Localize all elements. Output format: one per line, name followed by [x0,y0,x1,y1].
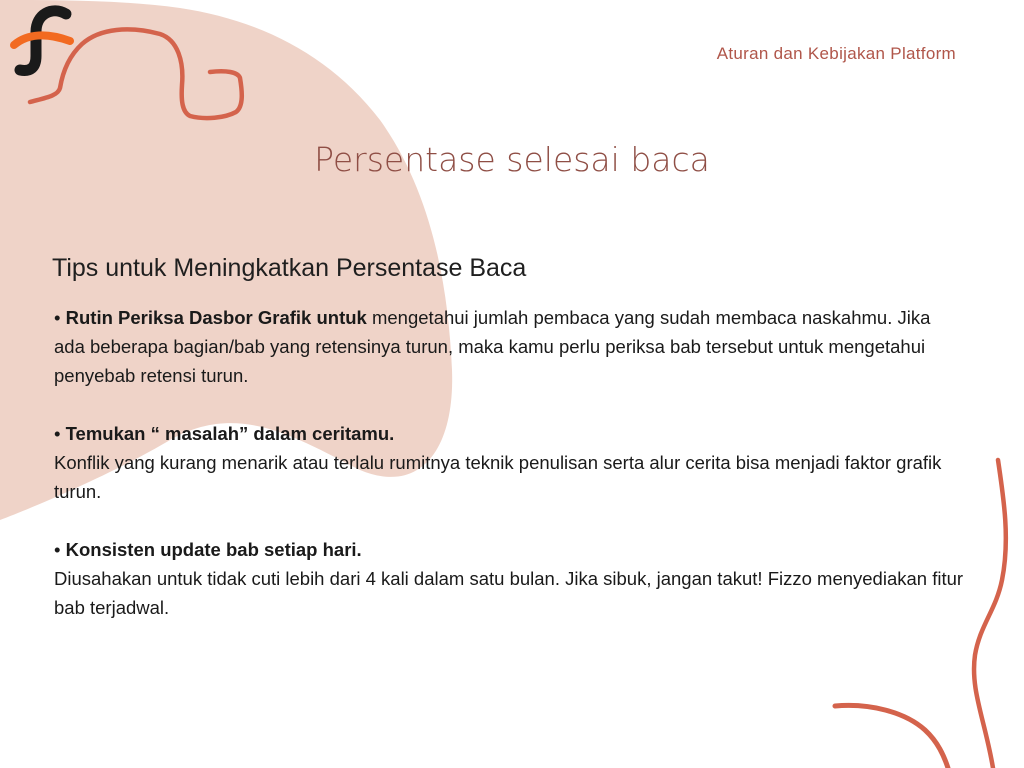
tip-text: mengetahui jumlah pembaca yang sudah membaca naskahmu. Jika ada beberapa bagian/bab yang retensinya turun, maka kamu perlu periksa bab tersebut untuk mengetahui penyebab retensi turun. [54,307,931,386]
bullet: • [54,423,61,444]
tip-heading: Temukan “ masalah” dalam ceritamu. [65,423,395,444]
bullet: • [54,539,61,560]
tip-item [54,303,964,390]
tips-body [54,303,964,651]
section-header: Aturan dan Kebijakan Platform [716,44,956,63]
vine-right [974,460,1006,768]
tip-item [54,419,964,506]
tip-heading: Konsisten update bab setiap hari. [65,539,362,560]
bullet: • [54,307,61,328]
slide-title: Persentase selesai baca [314,140,710,179]
tip-heading: Rutin Periksa Dasbor Grafik untuk [65,307,367,328]
slide-subtitle: Tips untuk Meningkatkan Persentase Baca [52,254,527,282]
arc-bottom [835,705,948,768]
tip-text: Konflik yang kurang menarik atau terlalu rumitnya teknik penulisan serta alur cerita bisa menjadi faktor grafik turun. [54,452,942,502]
tip-text: Diusahakan untuk tidak cuti lebih dari 4 kali dalam satu bulan. Jika sibuk, jangan takut! Fizzo menyediakan fitur bab terjadwal. [54,568,964,618]
tip-item [54,535,964,622]
